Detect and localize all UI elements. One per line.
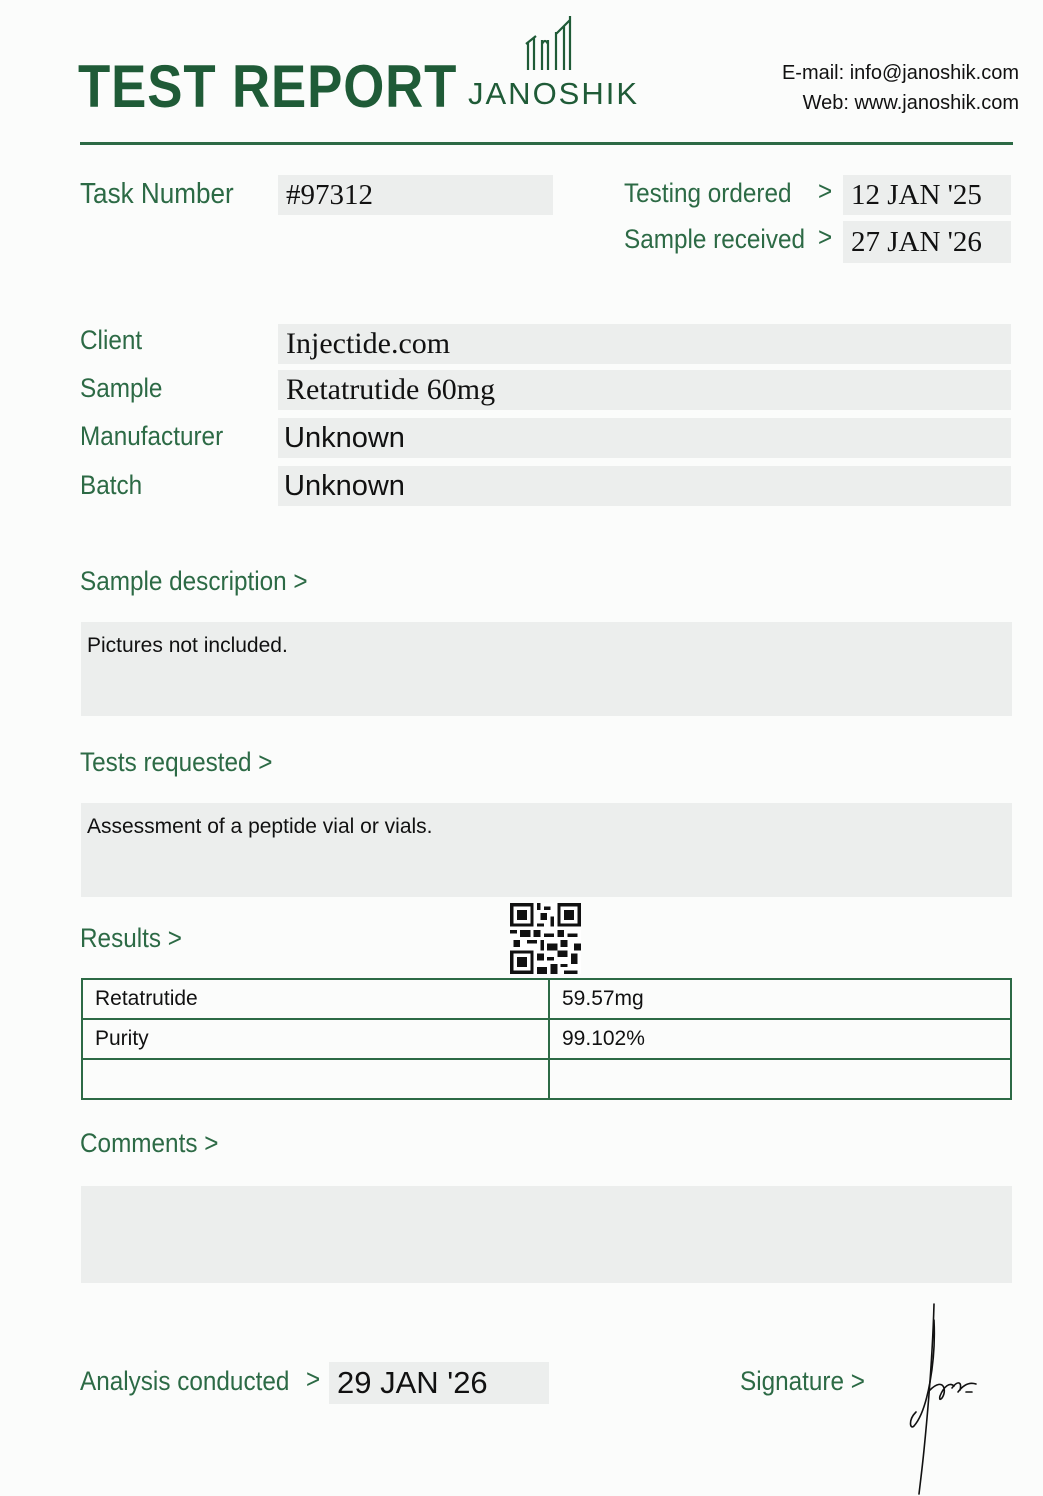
comments-box <box>81 1186 1012 1283</box>
web-line[interactable]: Web: www.janoshik.com <box>802 92 1019 114</box>
sample-description-box <box>81 622 1012 716</box>
sample-received-value: 27 JAN '26 <box>843 221 1011 263</box>
sample-received-label: Sample received <box>624 224 805 254</box>
signature-label: Signature > <box>740 1366 865 1396</box>
tests-requested-text: Assessment of a peptide vial or vials. <box>87 815 433 838</box>
batch-value: Unknown <box>278 466 1011 506</box>
client-label: Client <box>80 325 143 355</box>
analysis-conducted-value: 29 JAN '26 <box>329 1362 549 1404</box>
qr-code-icon[interactable] <box>510 903 581 974</box>
batch-label: Batch <box>80 470 143 500</box>
task-number-value: #97312 <box>278 175 553 215</box>
testing-ordered-value: 12 JAN '25 <box>843 175 1011 215</box>
tests-requested-box <box>81 803 1012 897</box>
results-row <box>82 979 1011 1019</box>
results-row <box>82 1059 1011 1099</box>
contact-info <box>782 58 1019 118</box>
manufacturer-value: Unknown <box>278 418 1011 458</box>
tests-requested-label: Tests requested > <box>80 747 273 777</box>
sample-label: Sample <box>80 373 163 403</box>
testing-ordered-arrow: > <box>818 176 833 206</box>
result-value-cell: 59.57mg <box>549 979 1011 1019</box>
report-title: TEST REPORT <box>78 53 458 120</box>
janoshik-logo-icon <box>520 12 582 74</box>
email-line[interactable]: E-mail: info@janoshik.com <box>781 62 1019 84</box>
results-table <box>81 978 1012 1100</box>
header-divider <box>80 142 1013 145</box>
comments-label: Comments > <box>80 1128 219 1158</box>
sample-description-label: Sample description > <box>80 566 308 596</box>
result-name-cell <box>82 1059 549 1099</box>
analysis-conducted-label: Analysis conducted <box>80 1366 290 1396</box>
result-value-cell <box>549 1059 1011 1099</box>
handwritten-signature <box>900 1300 990 1496</box>
result-value-cell: 99.102% <box>549 1019 1011 1059</box>
sample-value: Retatrutide 60mg <box>278 370 1011 410</box>
result-name-cell: Purity <box>82 1019 549 1059</box>
result-name-cell: Retatrutide <box>82 979 549 1019</box>
brand-name: JANOSHIK <box>468 76 640 111</box>
client-value: Injectide.com <box>278 324 1011 364</box>
sample-received-arrow: > <box>818 222 833 252</box>
results-row <box>82 1019 1011 1059</box>
sample-description-text: Pictures not included. <box>87 634 288 657</box>
results-label: Results > <box>80 923 182 953</box>
testing-ordered-label: Testing ordered <box>624 178 792 208</box>
analysis-conducted-arrow: > <box>306 1364 321 1394</box>
task-number-label: Task Number <box>80 178 234 210</box>
manufacturer-label: Manufacturer <box>80 421 224 451</box>
